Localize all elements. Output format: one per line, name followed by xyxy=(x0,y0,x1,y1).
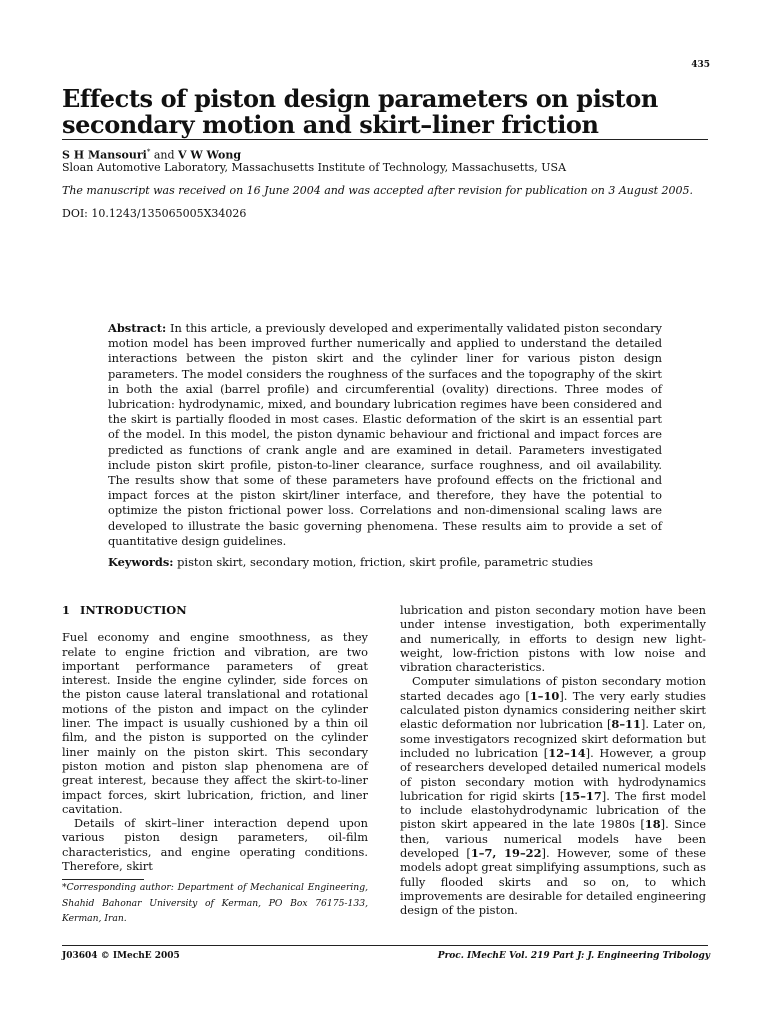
paragraph-text: ]. However, a group of researchers developed detailed numerical models of piston secondary motion with hydrodynamics lubrication for rigid skirts [ xyxy=(400,745,707,803)
paragraph-text: ]. The first model to include elastohydrodynamic lubrication of the piston skirt appeared in the late 1980s [ xyxy=(400,788,706,832)
citation-link[interactable]: 15–17 xyxy=(564,788,602,803)
keywords xyxy=(108,555,668,570)
footer-rule xyxy=(62,945,708,946)
affiliation: Sloan Automotive Laboratory, Massachusetts Institute of Technology, Massachusetts, USA xyxy=(62,161,567,174)
citation-link[interactable]: 1–7, 19–22 xyxy=(470,846,542,861)
author-name: S H Mansouri xyxy=(62,148,147,162)
body-paragraph: Details of skirt–liner interaction depend upon various piston design parameters, oil-film characteristics, and engine operating conditions. Therefore, skirt xyxy=(62,816,368,874)
page-number: 435 xyxy=(691,60,710,70)
body-paragraph: lubrication and piston secondary motion have been under intense investigation, both experimentally and numerically, in efforts to design new light-weight, low-friction pistons with low noise and vibration characteristics. xyxy=(400,603,706,675)
paragraph-text: ]. Later on, some investigators recognized skirt deformation but included no lubrication [ xyxy=(400,717,706,760)
manuscript-received-note: The manuscript was received on 16 June 2004 and was accepted after revision for publication on 3 August 2005. xyxy=(62,184,694,197)
paragraph-text: ]. The very early studies calculated piston dynamics considering neither skirt elastic deformation nor lubrication [ xyxy=(400,688,706,732)
citation-link[interactable]: 18 xyxy=(644,817,661,832)
author-line xyxy=(62,146,241,162)
citation-link[interactable]: 8–11 xyxy=(611,717,641,732)
abstract xyxy=(108,321,662,549)
left-column xyxy=(62,603,368,873)
footer-journal-code: J03604 © IMechE 2005 xyxy=(62,951,180,961)
paragraph-text: ]. However, some of these models adopt great simplifying assumptions, such as fully flooded skirts and so on, to which improvements are desirable for detailed engineering design of the piston. xyxy=(400,846,706,918)
section-number: 1 xyxy=(62,603,70,617)
title-rule xyxy=(62,139,708,140)
author-conjunction: and xyxy=(153,148,175,162)
section-title: INTRODUCTION xyxy=(80,603,187,617)
citation-link[interactable]: 1–10 xyxy=(529,688,560,703)
doi: DOI: 10.1243/135065005X34026 xyxy=(62,207,247,220)
body-paragraph: Fuel economy and engine smoothness, as they relate to engine friction and vibration, are two important performance parameters of great interest. Inside the engine cylinder, side forces on the piston cause lateral translational and rotational motions of the piston and impact on the cylinder liner. The impact is usually cushioned by a thin oil film, and the piston is supported on the cylinder liner mainly on the piston skirt. This secondary piston motion and piston slap phenomena are of great interest, because they affect the skirt-to-liner impact forces, skirt lubrication, friction, and liner cavitation. xyxy=(62,630,368,816)
citation-link[interactable]: 12–14 xyxy=(548,745,586,760)
body-paragraph xyxy=(400,674,706,917)
article-title: Effects of piston design parameters on piston secondary motion and skirt–liner friction xyxy=(62,84,658,139)
section-heading xyxy=(62,603,368,617)
abstract-label: Abstract: xyxy=(108,321,167,335)
author-name: V W Wong xyxy=(178,148,242,162)
abstract-text: In this article, a previously developed and experimentally validated piston secondary motion model has been improved further numerically and applied to understand the detailed interactions between the piston skirt and the cylinder liner for various piston design parameters. The model considers the roughness of the surfaces and the topography of the skirt in both the axial (barrel profile) and circumferential (ovality) directions. Three modes of lubrication: hydrodynamic, mixed, and boundary lubrication regimes have been considered and the skirt is partially flooded in most cases. Elastic deformation of the skirt is an essential part of the model. In this model, the piston dynamic behaviour and frictional and impact forces are predicted as functions of crank angle and are examined in detail. Parameters investigated include piston skirt profile, piston-to-liner clearance, surface roughness, and oil availability. The results show that some of these parameters have profound effects on the frictional and impact forces at the piston skirt/liner interface, and therefore, they have the potential to optimize the piston frictional power loss. Correlations and non-dimensional scaling laws are developed to illustrate the basic governing phenomena. These results aim to provide a set of quantitative design guidelines. xyxy=(108,321,662,548)
keywords-label: Keywords: xyxy=(108,555,174,569)
paragraph-text: ]. Since then, various numerical models have been developed [ xyxy=(400,817,707,861)
paragraph-text: Computer simulations of piston secondary motion started decades ago [ xyxy=(400,674,706,703)
right-column xyxy=(400,603,706,918)
footnote: *Corresponding author: Department of Mechanical Engineering, Shahid Bahonar University of Kerman, PO Box 76175-133, Kerman, Iran. xyxy=(62,882,368,924)
footer-journal-name: Proc. IMechE Vol. 219 Part J: J. Engineering Tribology xyxy=(437,951,710,961)
keywords-text: piston skirt, secondary motion, friction, skirt profile, parametric studies xyxy=(177,555,594,569)
corresponding-author-mark: * xyxy=(146,148,151,156)
